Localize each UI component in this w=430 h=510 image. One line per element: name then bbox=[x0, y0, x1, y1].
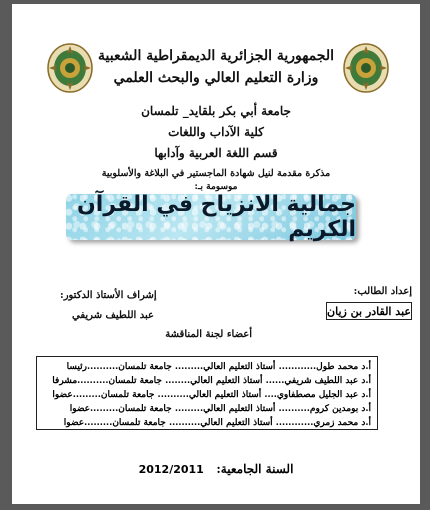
university-name: جامعة أبي بكر بلقايد_ تلمسان bbox=[141, 104, 291, 118]
year-value: 2012/2011 bbox=[138, 463, 204, 476]
ministry-title: وزارة التعليم العالي والبحث العلمي bbox=[113, 70, 319, 86]
committee-row: أ.د محمد زمري............ أستاذ التعليم العالي.......... جامعة تلمسان.........عضوا bbox=[63, 418, 371, 428]
thesis-description: مذكرة مقدمة لنيل شهادة الماجستير في البلاغة والأسلوبية bbox=[101, 168, 331, 179]
committee-table bbox=[36, 356, 378, 430]
student-name: عبد القادر بن زيان bbox=[326, 302, 412, 320]
committee-row: أ.د محمد طول............ أستاذ التعليم العالي......... جامعة تلمسان..........رئيسا bbox=[66, 362, 371, 372]
republic-title: الجمهورية الجزائرية الديمقراطية الشعبية bbox=[97, 48, 334, 64]
committee-label: أعضاء لجنة المناقشة bbox=[165, 329, 252, 340]
titled-label: موسومة بـ: bbox=[194, 182, 238, 192]
document-page bbox=[12, 4, 420, 504]
committee-row: أ.د بومدين كروم.......... أستاذ التعليم العالي......... جامعة تلمسان.........عضوا bbox=[69, 404, 371, 414]
faculty-name: كلية الآداب واللغات bbox=[168, 125, 264, 139]
year-label: السنة الجامعية: bbox=[216, 462, 294, 476]
committee-row: أ.د عبد اللطيف شريفي...... أستاذ التعليم العالي........ جامعة تلمسان..........مشرفا bbox=[52, 376, 371, 386]
student-label: إعداد الطالب: bbox=[353, 286, 412, 297]
department-name: قسم اللغة العربية وآدابها bbox=[154, 146, 278, 160]
thesis-title: جمالية الانزياح في القرآن الكريم bbox=[66, 194, 356, 240]
academic-year bbox=[12, 462, 420, 476]
committee-row: أ.د عبد الجليل مصطفاوي.... أستاذ التعليم العالي.......... جامعة تلمسان.........عضوا bbox=[52, 390, 371, 400]
supervisor-label: إشراف الأستاذ الدكتور: bbox=[60, 290, 157, 301]
supervisor-name: عبد اللطيف شريفي bbox=[72, 310, 154, 321]
